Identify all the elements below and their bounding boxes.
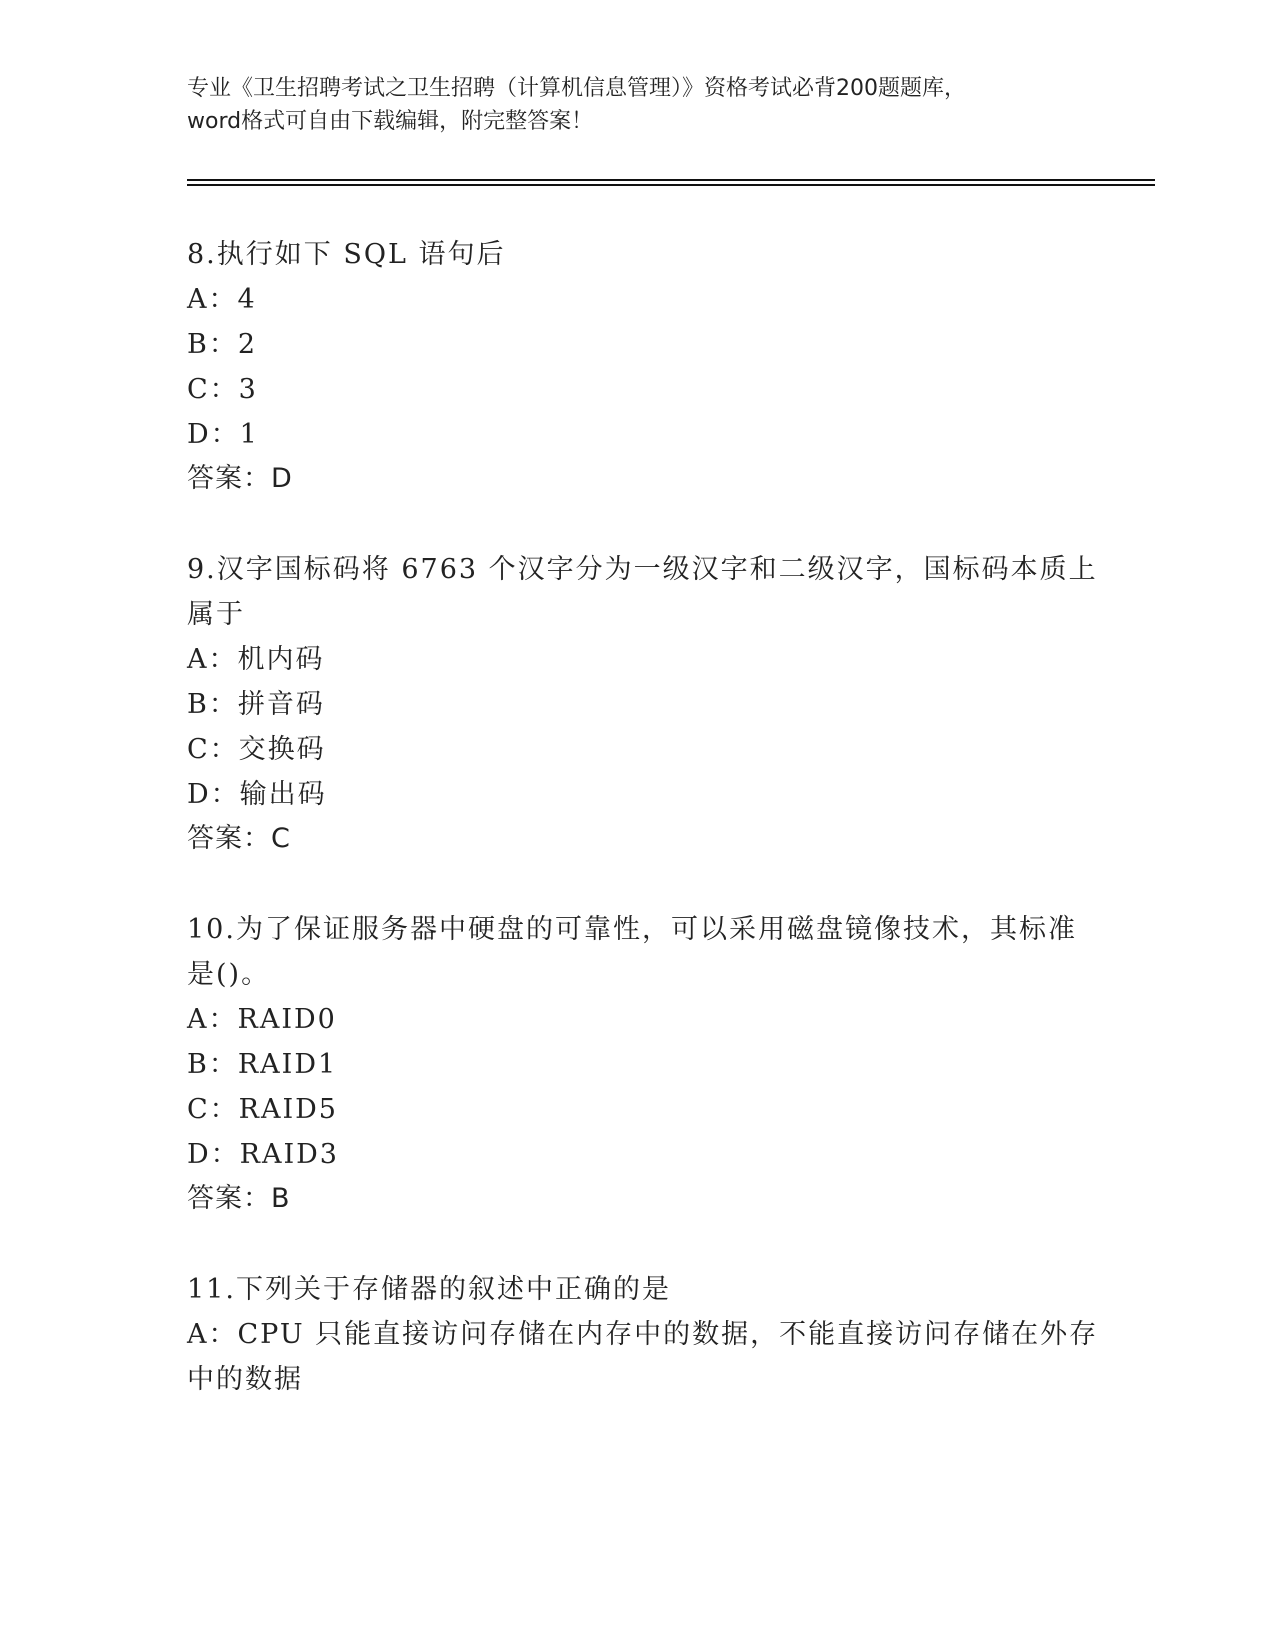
option-c: C：3 [187,374,258,405]
option-c: C：RAID5 [187,1094,338,1125]
option-d: D：输出码 [187,779,327,810]
question-10 [187,907,1087,1221]
question-stem: 10.为了保证服务器中硬盘的可靠性，可以采用磁盘镜像技术，其标准 [187,914,1077,945]
question-9 [187,547,1098,861]
question-list [187,232,1099,1448]
option-d: D：RAID3 [187,1139,339,1170]
option-a: A：CPU 只能直接访问存储在内存中的数据，不能直接访问存储在外存 [187,1319,1099,1350]
option-a: A：RAID0 [187,1004,337,1035]
header-divider-top [187,179,1155,181]
option-b: B：RAID1 [187,1049,338,1080]
option-a: A：机内码 [187,644,325,675]
answer-label: 答案：B [187,1183,291,1214]
header-title-line-1: 专业《卫生招聘考试之卫生招聘（计算机信息管理）》资格考试必背200题题库， [187,76,966,101]
question-stem-continued: 属于 [187,599,245,630]
document-header [187,72,1087,138]
question-8 [187,232,1087,501]
question-stem: 11.下列关于存储器的叙述中正确的是 [187,1274,671,1305]
question-stem: 9.汉字国标码将 6763 个汉字分为一级汉字和二级汉字，国标码本质上 [187,554,1098,585]
answer-label: 答案：C [187,823,291,854]
option-c: C：交换码 [187,734,326,765]
question-stem: 8.执行如下 SQL 语句后 [187,239,506,270]
header-divider-bottom [187,184,1155,186]
option-b: B：拼音码 [187,689,325,720]
answer-label: 答案：D [187,463,293,494]
option-a-continued: 中的数据 [187,1364,303,1395]
option-a: A：4 [187,284,257,315]
option-d: D：1 [187,419,259,450]
header-title-line-2: word格式可自由下载编辑，附完整答案！ [187,109,594,134]
question-11 [187,1267,1099,1402]
question-stem-continued: 是()。 [187,959,271,990]
option-b: B：2 [187,329,258,360]
